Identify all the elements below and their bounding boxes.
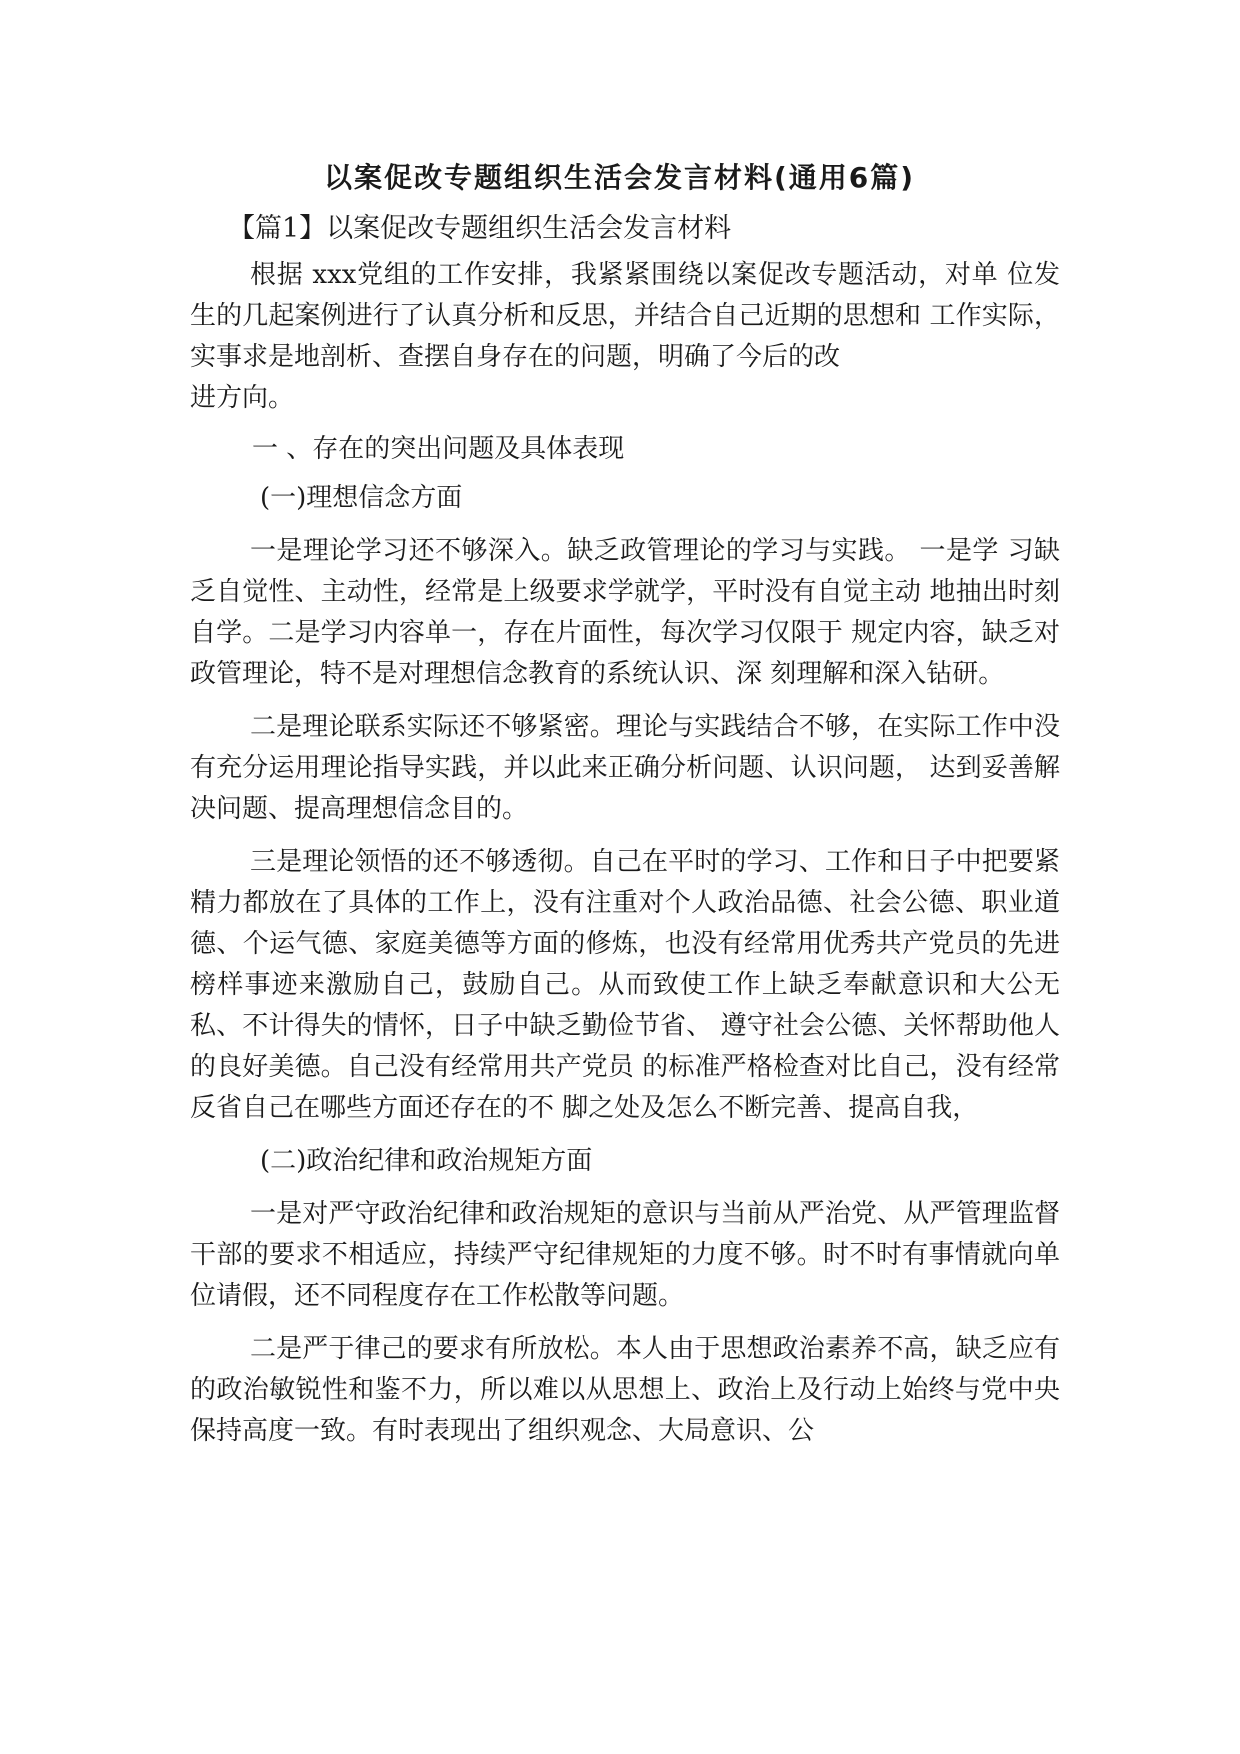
subsection-heading-ideals: (一)理想信念方面: [260, 483, 463, 513]
subsection-heading-discipline: (二)政治纪律和政治规矩方面: [260, 1146, 593, 1176]
section-heading: 一 、存在的突出问题及具体表现: [252, 434, 625, 464]
paragraph-self-discipline: 二是严于律己的要求有所放松。本人由于思想政治素养不高，缺乏应有的政治敏锐性和鉴不力，所以难以从思想上、政治上及行动上始终与党中央保持高度一致。有时表现出了组织观念、大局意识、公: [190, 1334, 1060, 1446]
document-page: [190, 155, 1060, 1464]
paragraph-theory-study: 一是理论学习还不够深入。缺乏政管理论的学习与实践。 一是学 习缺乏自觉性、主动性，经常是上级要求学就学，平时没有自觉主动 地抽出时刻自学。二是学习内容单一，存在片面性，每次学习仅限于 规定内容，缺乏对政管理论，特不是对理想信念教育的系统认识、深 刻理解和深入钻研。: [190, 536, 1060, 689]
paragraph-theory-practice: 二是理论联系实际还不够紧密。理论与实践结合不够，在实际工作中没有充分运用理论指导实践，并以此来正确分析问题、认识问题， 达到妥善解决问题、提高理想信念目的。: [190, 712, 1060, 824]
intro-paragraph-continuation: 进方向。: [190, 383, 295, 413]
paragraph-discipline-awareness: 一是对严守政治纪律和政治规矩的意识与当前从严治党、从严管理监督干部的要求不相适应，持续严守纪律规矩的力度不够。时不时有事情就向单位请假，还不同程度存在工作松散等问题。: [190, 1199, 1060, 1311]
intro-paragraph: 根据 xxx党组的工作安排，我紧紧围绕以案促改专题活动，对单 位发生的几起案例进行了认真分析和反思，并结合自己近期的思想和 工作实际，实事求是地剖析、查摆自身存在的问题，明确了今后的改: [190, 260, 1060, 372]
paragraph-theory-understanding: 三是理论领悟的还不够透彻。自己在平时的学习、工作和日子中把要紧精力都放在了具体的工作上，没有注重对个人政治品德、社会公德、职业道德、个运气德、家庭美德等方面的修炼，也没有经常用优秀共产党员的先进榜样事迹来激励自己，鼓励自己。从而致使工作上缺乏奉献意识和大公无私、不计得失的情怀，日子中缺乏勤俭节省、 遵守社会公德、关怀帮助他人的良好美德。自己没有经常用共产党员 的标准严格检查对比自己，没有经常反省自己在哪些方面还存在的不 脚之处及怎么不断完善、提高自我，: [190, 847, 1060, 1123]
document-title: 以案促改专题组织生活会发言材料(通用6篇): [324, 161, 916, 194]
article-subtitle: 【篇1】以案促改专题组织生活会发言材料: [228, 213, 732, 244]
